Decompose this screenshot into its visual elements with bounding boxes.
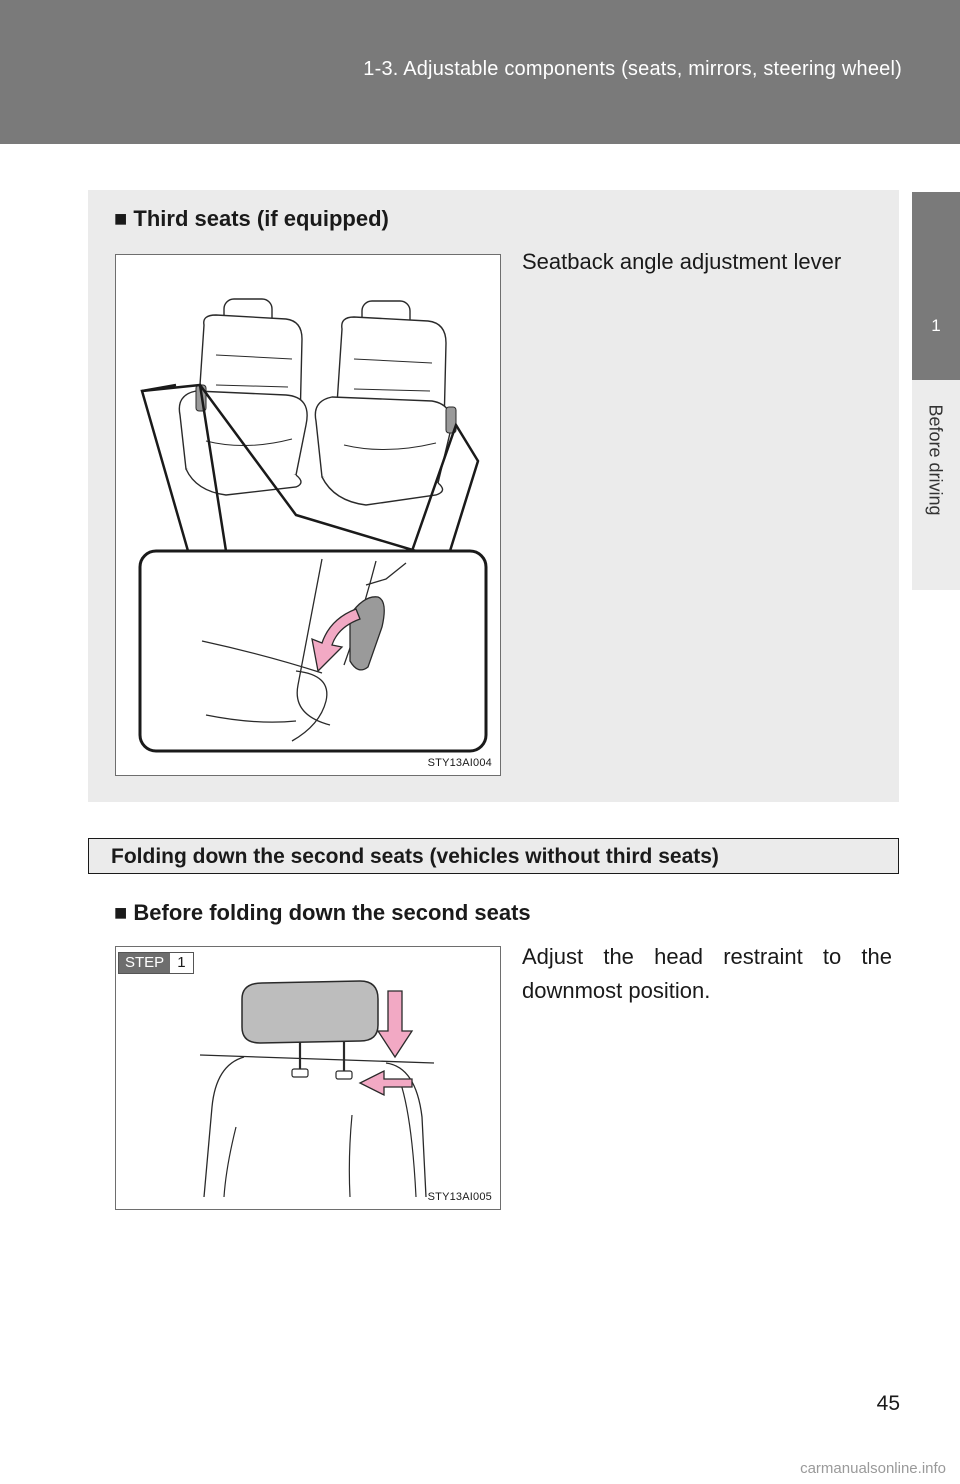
step-instruction: Adjust the head restraint to the downmost position. bbox=[522, 944, 892, 1003]
third-seats-drawing bbox=[116, 255, 501, 776]
third-seats-heading: ■ Third seats (if equipped) bbox=[114, 206, 389, 231]
chapter-label: Before driving bbox=[925, 404, 946, 516]
chapter-tab bbox=[912, 192, 960, 380]
head-restraint-drawing bbox=[116, 947, 501, 1210]
section-title: Folding down the second seats (vehicles without third seats) bbox=[111, 845, 719, 868]
head-restraint-illustration bbox=[115, 946, 501, 1210]
third-seats-illustration bbox=[115, 254, 501, 776]
header-title: 1-3. Adjustable components (seats, mirrors, steering wheel) bbox=[363, 58, 902, 80]
step-word: STEP bbox=[119, 953, 170, 973]
figure-code: STY13AI004 bbox=[427, 757, 492, 769]
figure-code: STY13AI005 bbox=[427, 1191, 492, 1203]
page-header bbox=[0, 0, 960, 144]
step-number: 1 bbox=[170, 953, 192, 973]
lever-description: Seatback angle adjustment lever bbox=[522, 249, 842, 274]
step-badge bbox=[118, 952, 194, 974]
page-number: 45 bbox=[876, 1392, 900, 1415]
section-heading-bar bbox=[88, 838, 899, 874]
chapter-number: 1 bbox=[931, 316, 941, 335]
before-folding-heading: ■ Before folding down the second seats bbox=[114, 900, 531, 925]
watermark[interactable]: carmanualsonline.info bbox=[800, 1460, 946, 1477]
